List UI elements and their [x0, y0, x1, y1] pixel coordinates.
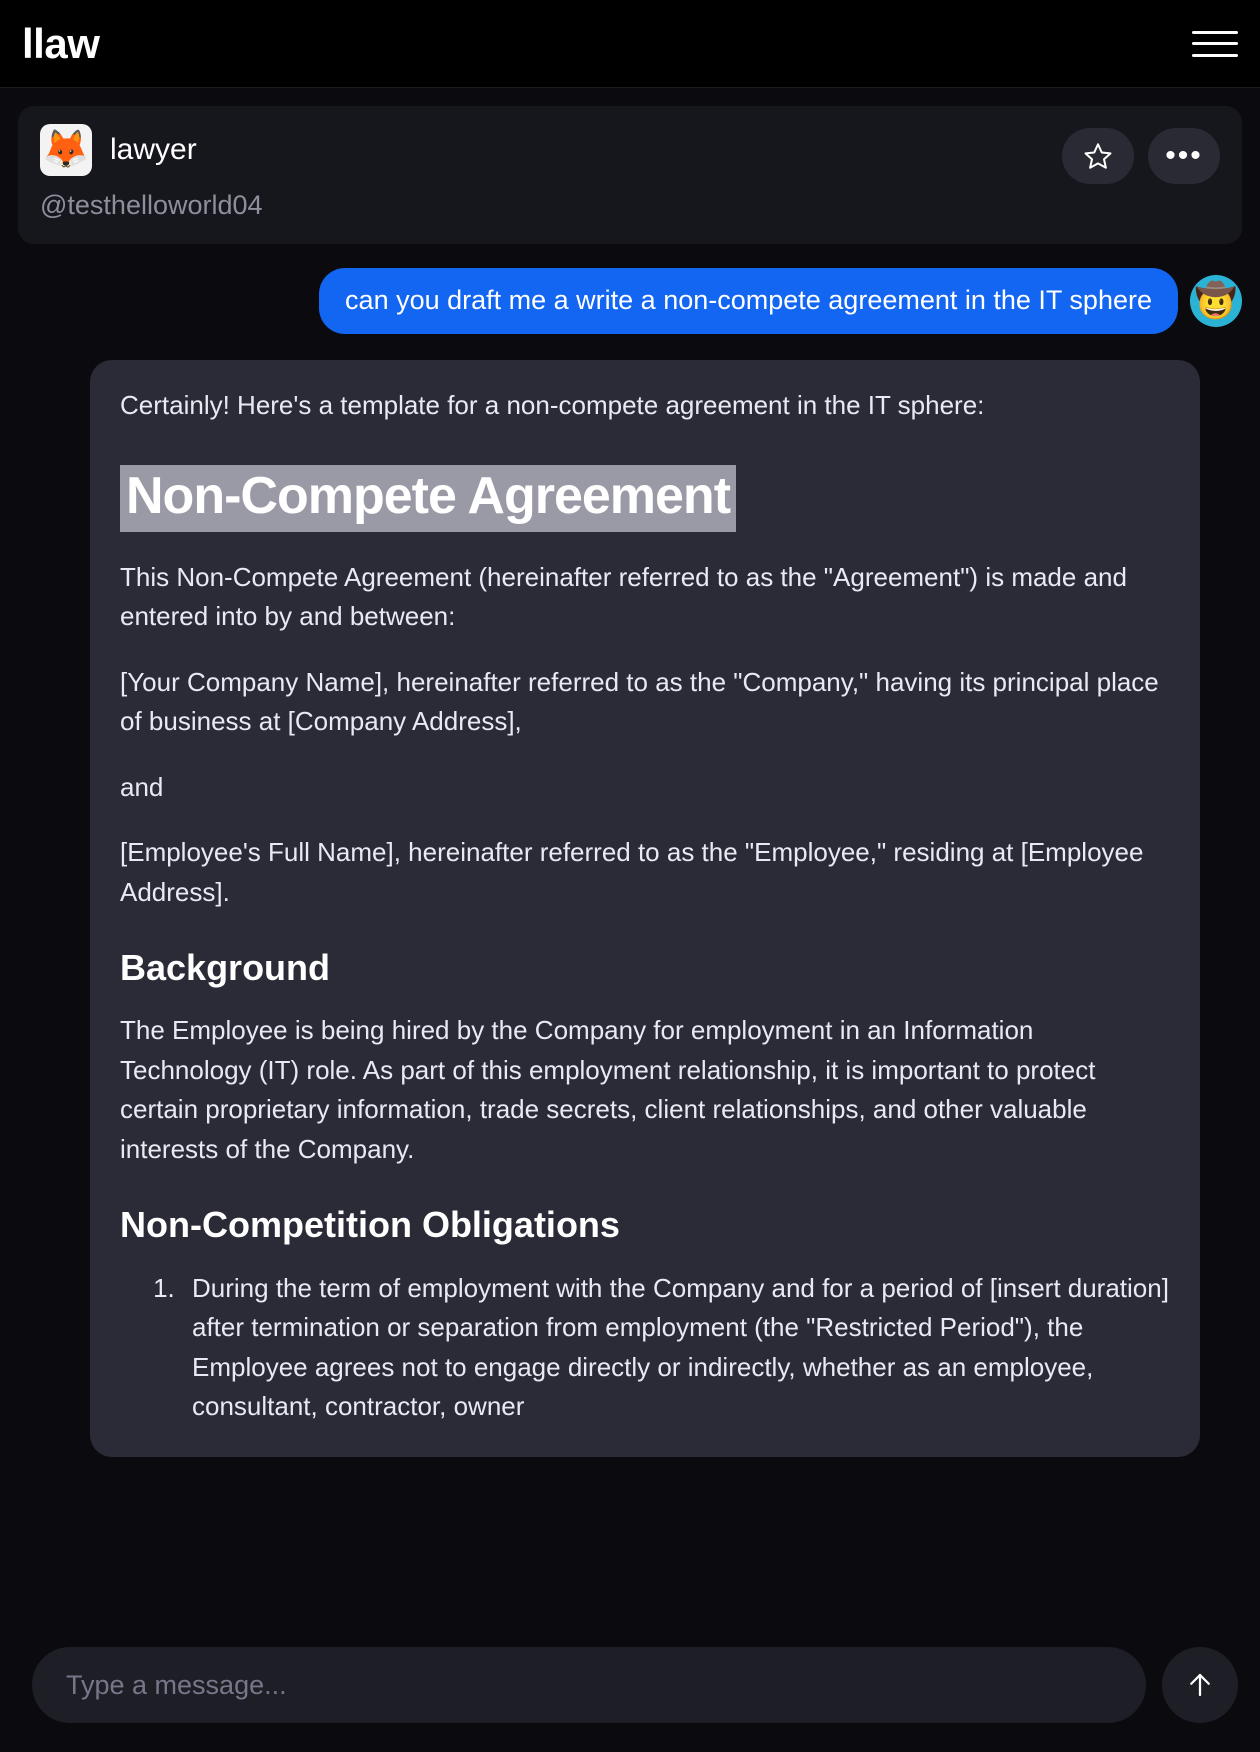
hamburger-line: [1192, 31, 1238, 34]
more-options-button[interactable]: [1148, 128, 1220, 184]
message-list[interactable]: [0, 244, 1260, 1752]
user-message-bubble: can you draft me a write a non-compete agreement in the IT sphere: [319, 268, 1178, 334]
obligations-list: [120, 1269, 1170, 1427]
agreement-parties-intro: This Non-Compete Agreement (hereinafter referred to as the "Agreement") is made and entered into by and between:: [120, 561, 1127, 632]
assistant-intro: Certainly! Here's a template for a non-compete agreement in the IT sphere:: [120, 389, 985, 420]
message-composer: [0, 1640, 1260, 1752]
favorite-button[interactable]: [1062, 128, 1134, 184]
arrow-up-icon: [1185, 1670, 1215, 1700]
list-item: 1. During the term of employment with the Company and for a period of [insert duration] after termination or separation from employment (the "Restricted Period"), the Employee agrees not to engage directly or indirectly, whether as an employee, consultant, contractor, owner: [182, 1269, 1170, 1427]
agreement-conjunction: and: [120, 771, 164, 802]
user-message-row: [18, 268, 1242, 334]
heading-background: Background: [120, 947, 331, 989]
background-body: The Employee is being hired by the Company for employment in an Information Technology (IT) role. As part of this employment relationship, it is important to protect certain proprietary information, trade secrets, client relationships, and other valuable interests of the Company.: [120, 1015, 1096, 1164]
contact-header-card[interactable]: [18, 106, 1242, 244]
message-input[interactable]: [32, 1647, 1146, 1723]
hamburger-line: [1192, 54, 1238, 57]
agreement-company-party: [Your Company Name], hereinafter referred to as the "Company," having its principal place of business at [Company Address],: [120, 666, 1159, 737]
user-avatar: 🤠: [1190, 275, 1242, 327]
avatar: 🦊: [40, 124, 92, 176]
contact-handle: @testhelloworld04: [40, 190, 263, 220]
hamburger-icon[interactable]: [1192, 27, 1238, 61]
contact-row: [40, 124, 1220, 176]
hamburger-line: [1192, 42, 1238, 45]
agreement-employee-party: [Employee's Full Name], hereinafter referred to as the "Employee," residing at [Employee Address].: [120, 837, 1144, 907]
app-logo: llaw: [22, 19, 100, 67]
document-title: Non-Compete Agreement: [120, 465, 736, 531]
top-bar: [0, 0, 1260, 88]
heading-non-competition-obligations: Non-Competition Obligations: [120, 1204, 620, 1246]
contact-name: lawyer: [110, 133, 197, 166]
assistant-message-bubble: [90, 360, 1200, 1457]
star-outline-icon: [1083, 141, 1113, 171]
send-button[interactable]: [1162, 1647, 1238, 1723]
card-actions: [1062, 128, 1220, 184]
more-horizontal-icon: •••: [1165, 139, 1203, 172]
